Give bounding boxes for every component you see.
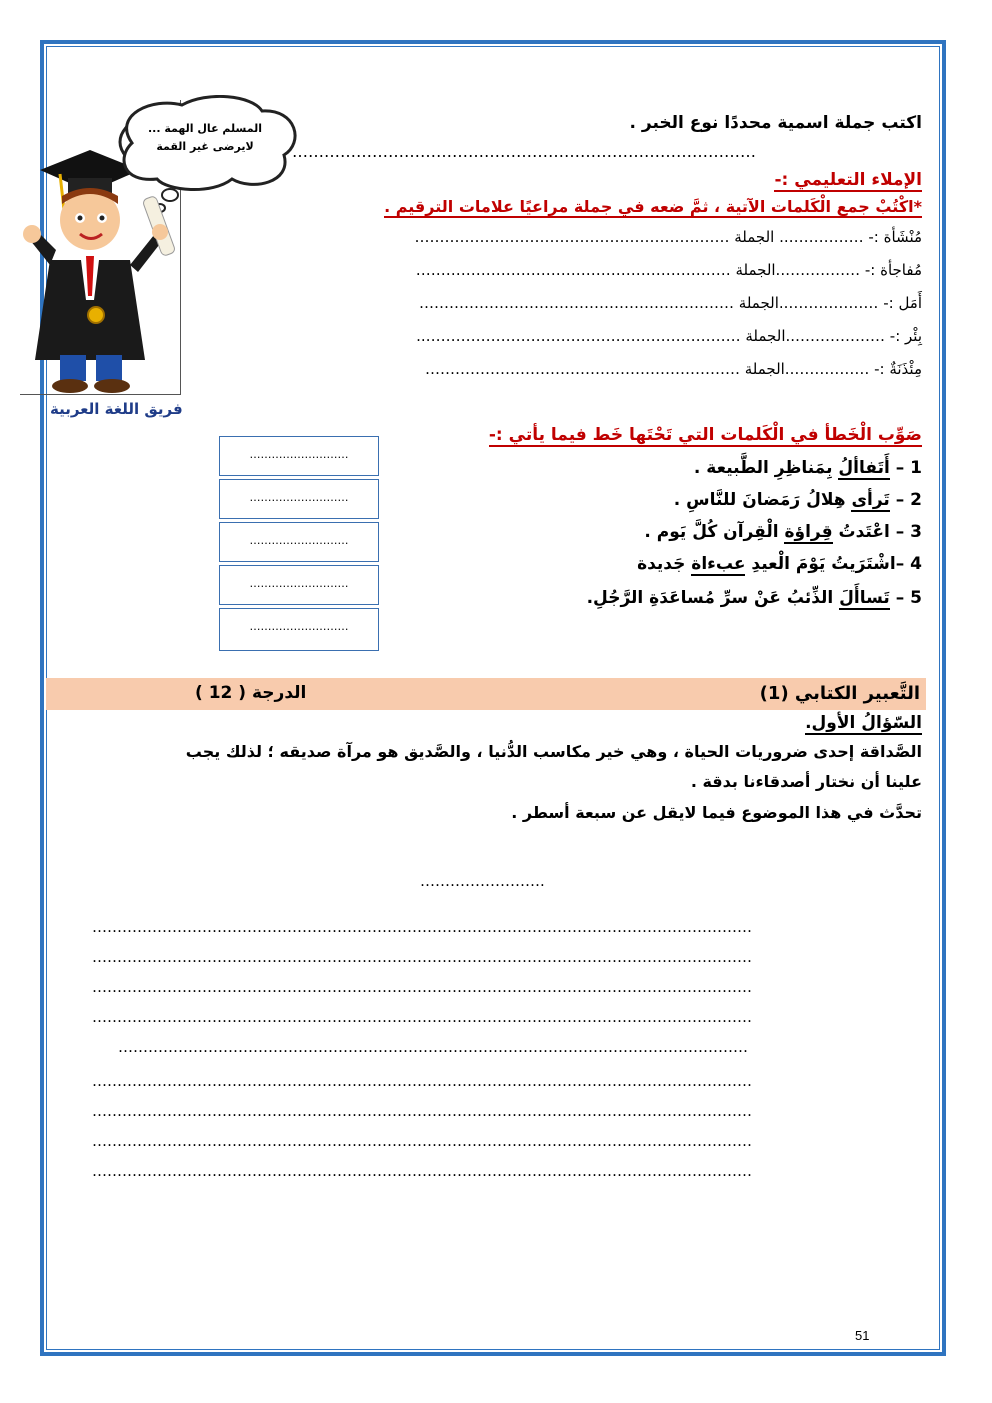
error-word: قِراؤة [784,522,833,542]
correct-heading-text: صَوِّب الْخَطأ في الْكَلمات التي تَحْتَها خَط فيما يأتي :- [488,425,922,445]
question-paragraph-line-1: الصَّداقة إحدى ضروريات الحياة ، وهي خير مكاسب الدُّنيا ، والصَّديق هو مرآة صديقه ؛ لذلك يجب [185,742,922,761]
answer-box-3[interactable]: ……………………… [219,522,379,562]
answer-box-4[interactable]: ……………………… [219,565,379,605]
sentence-text: اعْتَدتُ [832,522,896,542]
sentence-number: 5 – [895,588,922,608]
answer-box-5[interactable]: ……………………… [219,608,379,651]
sentence-3 [644,522,922,542]
bubble-line-1: المسلم عال الهمة ... [147,122,262,135]
sentence-4 [637,554,922,574]
essay-line-8[interactable]: …………………………………………………………………………………………………………………… [92,1132,752,1150]
question-prompt: تحدَّث في هذا الموضوع فيما لايقل عن سبعة أسطر . [511,803,922,822]
sentence-1 [694,458,922,478]
team-caption: فريق اللغة العربية [50,400,183,418]
sentence-5 [587,588,922,608]
essay-line-1[interactable]: …………………………………………………………………………………………………………………… [92,918,752,936]
essay-line-5[interactable]: ……………………………………………………………………………………………………………… [118,1038,748,1056]
sentence-number: 2 – [895,490,922,510]
essay-line-7[interactable]: …………………………………………………………………………………………………………………… [92,1102,752,1120]
sentence-2 [674,490,922,510]
imla-heading-text: الإملاء التعليمي :- [774,170,922,190]
essay-line-4[interactable]: …………………………………………………………………………………………………………………… [92,1008,752,1026]
imla-row-3[interactable]: أَمَل :- ………………..الجملة ……………………………………………………… [419,294,922,312]
answer-box-2[interactable]: ……………………… [219,479,379,519]
sentence-number: 1 – [895,458,922,478]
essay-line-9[interactable]: …………………………………………………………………………………………………………………… [92,1162,752,1180]
sentence-number: 4 – [895,554,922,574]
error-word: عبءاة [691,554,746,574]
essay-line-3[interactable]: …………………………………………………………………………………………………………………… [92,978,752,996]
sentence-text: بِمَناظِرِ الطَّبيعة . [693,458,839,478]
imla-row-5[interactable]: مِئْذَنَةٌ :- ……………..الجملة ……………………………………………………… [424,360,922,378]
sentence-text: هِلالُ رَمَضانَ للنَّاسِ . [673,490,852,510]
imla-row-1[interactable]: مُنْشَأة :- …………….. الجملة ……………………………………………………… [414,228,922,246]
predicate-answer-line[interactable]: …………………………………………………………………………… [292,142,756,161]
imla-instruction [384,197,922,216]
sentence-text: الْقِرآن كُلَّ يَوم . [644,522,785,542]
imla-instruction-text: *اكْتُبْ جمع الْكَلمات الآتية ، ثمَّ ضعه في جملة مراعيًا علامات الترقيم . [384,197,922,216]
error-word: أَتَفاألُ [838,458,890,478]
essay-title-line[interactable]: ……………………. [420,872,545,890]
imla-heading [774,170,922,190]
error-word: تَرأى [851,490,890,510]
predicate-instruction: اكتب جملة اسمية محددًا نوع الخبر . [629,113,922,133]
imla-row-4[interactable]: بِئْر :- ………………..الجملة ……………………………………………………….. [416,327,922,345]
page-number: 51 [855,1328,870,1343]
sentence-text: الذِّئبُ عَنْ سرِّ مُساعَدَةِ الرَّجُلِ. [586,588,840,608]
expression-title: التَّعبير الكتابي (1) [759,683,920,704]
expression-grade: الدرجة ( 12 ) [195,683,307,703]
essay-line-6[interactable]: …………………………………………………………………………………………………………………… [92,1072,752,1090]
imla-row-2[interactable]: مُفاجأة :- ……………..الجملة ……………………………………………………… [415,261,922,279]
sentence-number: 3 – [895,522,922,542]
answer-box-1[interactable]: ……………………… [219,436,379,476]
question-paragraph-line-2: علينا أن نختار أصدقاءنا بدقة . [690,772,922,791]
correct-heading [489,425,922,445]
question-label [805,713,922,733]
error-word: تَساأَلَ [839,588,890,608]
essay-line-2[interactable]: …………………………………………………………………………………………………………………… [92,948,752,966]
sentence-text: اشْتَرَيتُ يَوْمَ الْعيدِ [745,554,896,574]
sentence-text: جَديدة [637,554,692,574]
bubble-line-2: لايرضى غير القمة [156,140,254,153]
question-label-text: السّؤالُ الأول. [805,713,922,733]
